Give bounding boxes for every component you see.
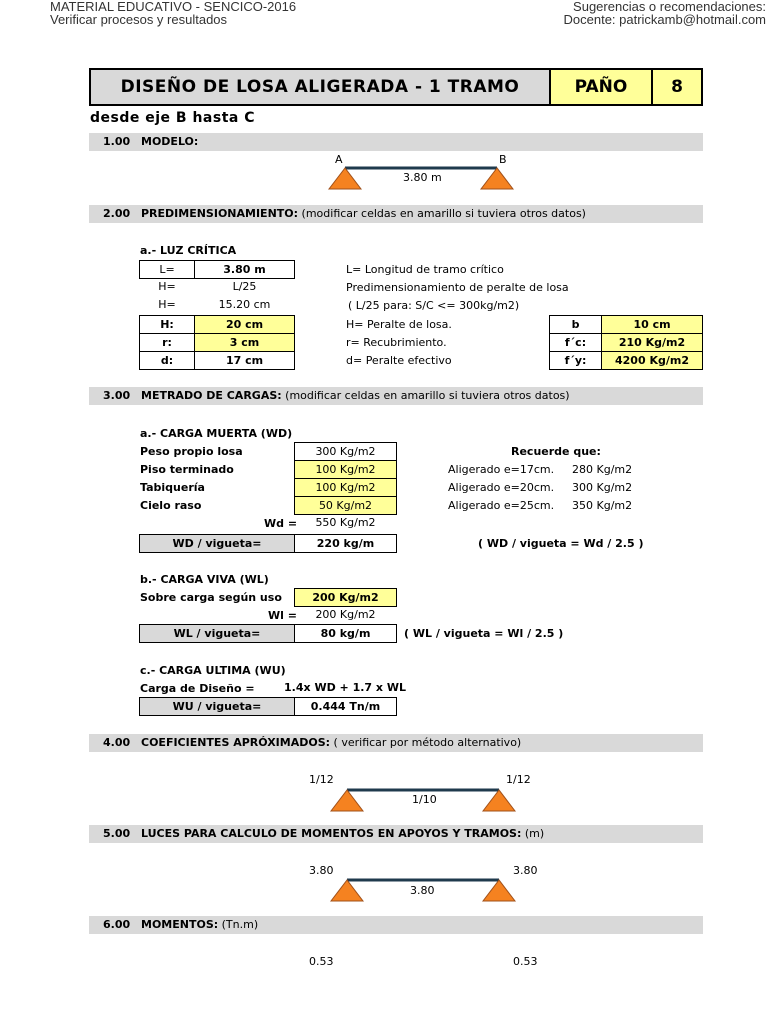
wl-vigueta-value: 80 kg/m [294,624,397,643]
section-number: 5.00 [103,827,131,840]
H1-description: Predimensionamiento de peralte de losa [346,281,569,294]
coef-mid: 1/10 [412,793,437,806]
support-right-icon [483,790,515,811]
reference-value: 300 Kg/m2 [572,481,633,494]
wd-label: Wd = [264,517,298,530]
section-number: 6.00 [103,918,131,931]
dead-load-label: Tabiquería [140,481,205,494]
moment-left: 0.53 [309,955,334,968]
section-number: 4.00 [103,736,131,749]
subsection-luz-critica: a.- LUZ CRÍTICA [140,244,237,257]
fc-input[interactable]: 210 Kg/m2 [601,333,703,352]
H-input[interactable]: 20 cm [194,315,295,334]
pano-value: 8 [651,68,703,106]
reference-label: Aligerado e=25cm. [448,499,555,512]
wd-vigueta-label: WD / vigueta= [139,534,295,553]
design-load-label: Carga de Diseño = [140,682,255,695]
reference-value: 280 Kg/m2 [572,463,633,476]
reference-value: 350 Kg/m2 [572,499,633,512]
span-left: 3.80 [309,864,334,877]
design-load-formula: 1.4x WD + 1.7 x WL [284,681,406,694]
section-coeficientes [89,734,703,752]
H-label: H: [139,315,195,334]
header-course: MATERIAL EDUCATIVO - SENCICO-2016 [50,0,297,14]
section-note: ( verificar por método alternativo) [333,736,522,749]
wl-vigueta-formula: ( WL / vigueta = Wl / 2.5 ) [404,627,564,640]
wd-value: 550 Kg/m2 [315,516,376,529]
section-number: 1.00 [103,135,131,148]
section-luces [89,825,703,843]
H1-value: L/25 [232,280,257,293]
subsection-carga-muerta: a.- CARGA MUERTA (WD) [140,427,293,440]
reminder-heading: Recuerde que: [511,445,601,458]
reference-label: Aligerado e=20cm. [448,481,555,494]
coef-right: 1/12 [506,773,531,786]
H2-value: 15.20 cm [218,298,271,311]
live-load-input[interactable]: 200 Kg/m2 [294,588,397,607]
support-left-icon [331,790,363,811]
section-title: PREDIMENSIONAMIENTO: [141,207,299,220]
H-description: H= Peralte de losa. [346,318,452,331]
L-description: L= Longitud de tramo crítico [346,263,504,276]
live-load-label: Sobre carga según uso [140,591,282,604]
span-length: 3.80 m [403,171,442,184]
pano-label: PAÑO [549,68,653,106]
support-b-label: B [499,153,507,166]
span-mid: 3.80 [410,884,435,897]
r-label: r: [139,333,195,352]
d-label: d: [139,351,195,370]
section-number: 2.00 [103,207,131,220]
span-right: 3.80 [513,864,538,877]
dead-load-input[interactable]: 100 Kg/m2 [294,460,397,479]
page-title: DISEÑO DE LOSA ALIGERADA - 1 TRAMO [89,68,551,106]
reference-label: Aligerado e=17cm. [448,463,555,476]
section-note: (m) [524,827,545,840]
section-metrado [89,387,703,405]
section-note: (Tn.m) [221,918,259,931]
wu-vigueta-value: 0.444 Tn/m [294,697,397,716]
support-left-icon [331,880,363,901]
wd-vigueta-value: 220 kg/m [294,534,397,553]
L-value: 3.80 m [194,260,295,279]
section-note: (modificar celdas en amarillo si tuviera otros datos) [301,207,586,220]
wl-value: 200 Kg/m2 [315,608,376,621]
dead-load-label: Piso terminado [140,463,234,476]
dead-load-input[interactable]: 100 Kg/m2 [294,478,397,497]
subsection-carga-ultima: c.- CARGA ULTIMA (WU) [140,664,286,677]
section-title: MODELO: [141,135,199,148]
H2-label: H= [158,298,176,311]
section-title: LUCES PARA CALCULO DE MOMENTOS EN APOYOS Y TRAMOS: [141,827,522,840]
header-suggestions: Sugerencias o recomendaciones: [573,0,766,14]
header-teacher-email: Docente: patrickamb@hotmail.com [563,12,766,27]
fy-label: f´y: [549,351,602,370]
wd-vigueta-formula: ( WD / vigueta = Wd / 2.5 ) [478,537,644,550]
dead-load-label: Peso propio losa [140,445,243,458]
fc-label: f´c: [549,333,602,352]
wl-label: Wl = [268,609,297,622]
header-note: Verificar procesos y resultados [50,12,228,27]
section-note: (modificar celdas en amarillo si tuviera otros datos) [285,389,570,402]
L-label: L= [139,260,195,279]
support-b-icon [481,168,513,189]
H1-label: H= [158,280,176,293]
section-momentos [89,916,703,934]
subtitle: desde eje B hasta C [90,110,255,126]
fy-input[interactable]: 4200 Kg/m2 [601,351,703,370]
d-description: d= Peralte efectivo [346,354,452,367]
b-label: b [549,315,602,334]
support-right-icon [483,880,515,901]
H2-description: ( L/25 para: S/C <= 300kg/m2) [348,299,520,312]
moment-right: 0.53 [513,955,538,968]
section-title: METRADO DE CARGAS: [141,389,282,402]
coef-left: 1/12 [309,773,334,786]
dead-load-label: Cielo raso [140,499,202,512]
subsection-carga-viva: b.- CARGA VIVA (WL) [140,573,269,586]
wl-vigueta-label: WL / vigueta= [139,624,295,643]
support-a-label: A [335,153,343,166]
d-value: 17 cm [194,351,295,370]
section-number: 3.00 [103,389,131,402]
section-title: COEFICIENTES APRÓXIMADOS: [141,736,331,749]
section-title: MOMENTOS: [141,918,219,931]
r-input[interactable]: 3 cm [194,333,295,352]
wu-vigueta-label: WU / vigueta= [139,697,295,716]
r-description: r= Recubrimiento. [346,336,447,349]
section-predimensionamiento [89,205,703,223]
dead-load-value: 300 Kg/m2 [294,442,397,461]
support-a-icon [329,168,361,189]
dead-load-input[interactable]: 50 Kg/m2 [294,496,397,515]
b-input[interactable]: 10 cm [601,315,703,334]
section-modelo [89,133,703,151]
